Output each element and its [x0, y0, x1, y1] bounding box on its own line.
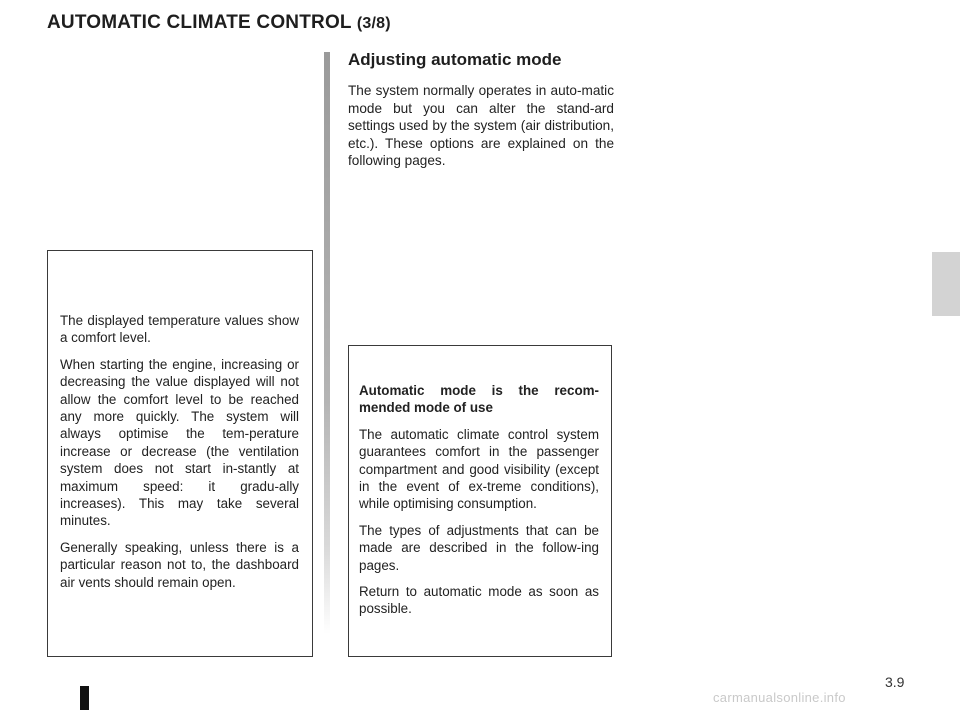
page-title — [47, 12, 391, 34]
watermark: carmanualsonline.info — [713, 690, 846, 705]
section-heading: Adjusting automatic mode — [348, 50, 562, 69]
note-left-paragraph: The displayed temperature values show a comfort level. — [60, 313, 299, 346]
note-right-paragraph: Return to automatic mode as soon as possible. — [359, 584, 599, 617]
section-body: The system normally operates in auto-matic mode but you can alter the stand-ard settings used by the system (air distribution, etc.). These options are explained on the following pages. — [348, 83, 614, 169]
note-right-paragraph: The types of adjustments that can be made are described in the follow-ing pages. — [359, 522, 599, 573]
note-box-left — [47, 250, 313, 657]
crop-mark — [80, 686, 89, 710]
note-left-paragraph: Generally speaking, unless there is a particular reason not to, the dashboard air vents should remain open. — [60, 539, 299, 590]
note-right-paragraph: The automatic climate control system guarantees comfort in the passenger compartment and good visibility (except in the event of ex-treme conditions), while optimising consumption. — [359, 426, 599, 512]
page-number: 3.9 — [885, 674, 905, 690]
note-left-paragraph: When starting the engine, increasing or decreasing the value displayed will not allow the comfort level to be reached any more quickly. The system will always optimise the tem-perature increase or decrease (the ventilation system does not start in-stantly at maximum speed: it gradu-ally increases). This may take several minutes. — [60, 356, 299, 529]
page-part-indicator: (3/8) — [356, 15, 391, 32]
note-right-heading: Automatic mode is the recom-mended mode of use — [359, 383, 599, 416]
chapter-tab — [932, 252, 960, 316]
page-title-text: AUTOMATIC CLIMATE CONTROL — [47, 12, 352, 33]
note-box-right — [348, 345, 612, 657]
column-divider — [324, 52, 330, 634]
